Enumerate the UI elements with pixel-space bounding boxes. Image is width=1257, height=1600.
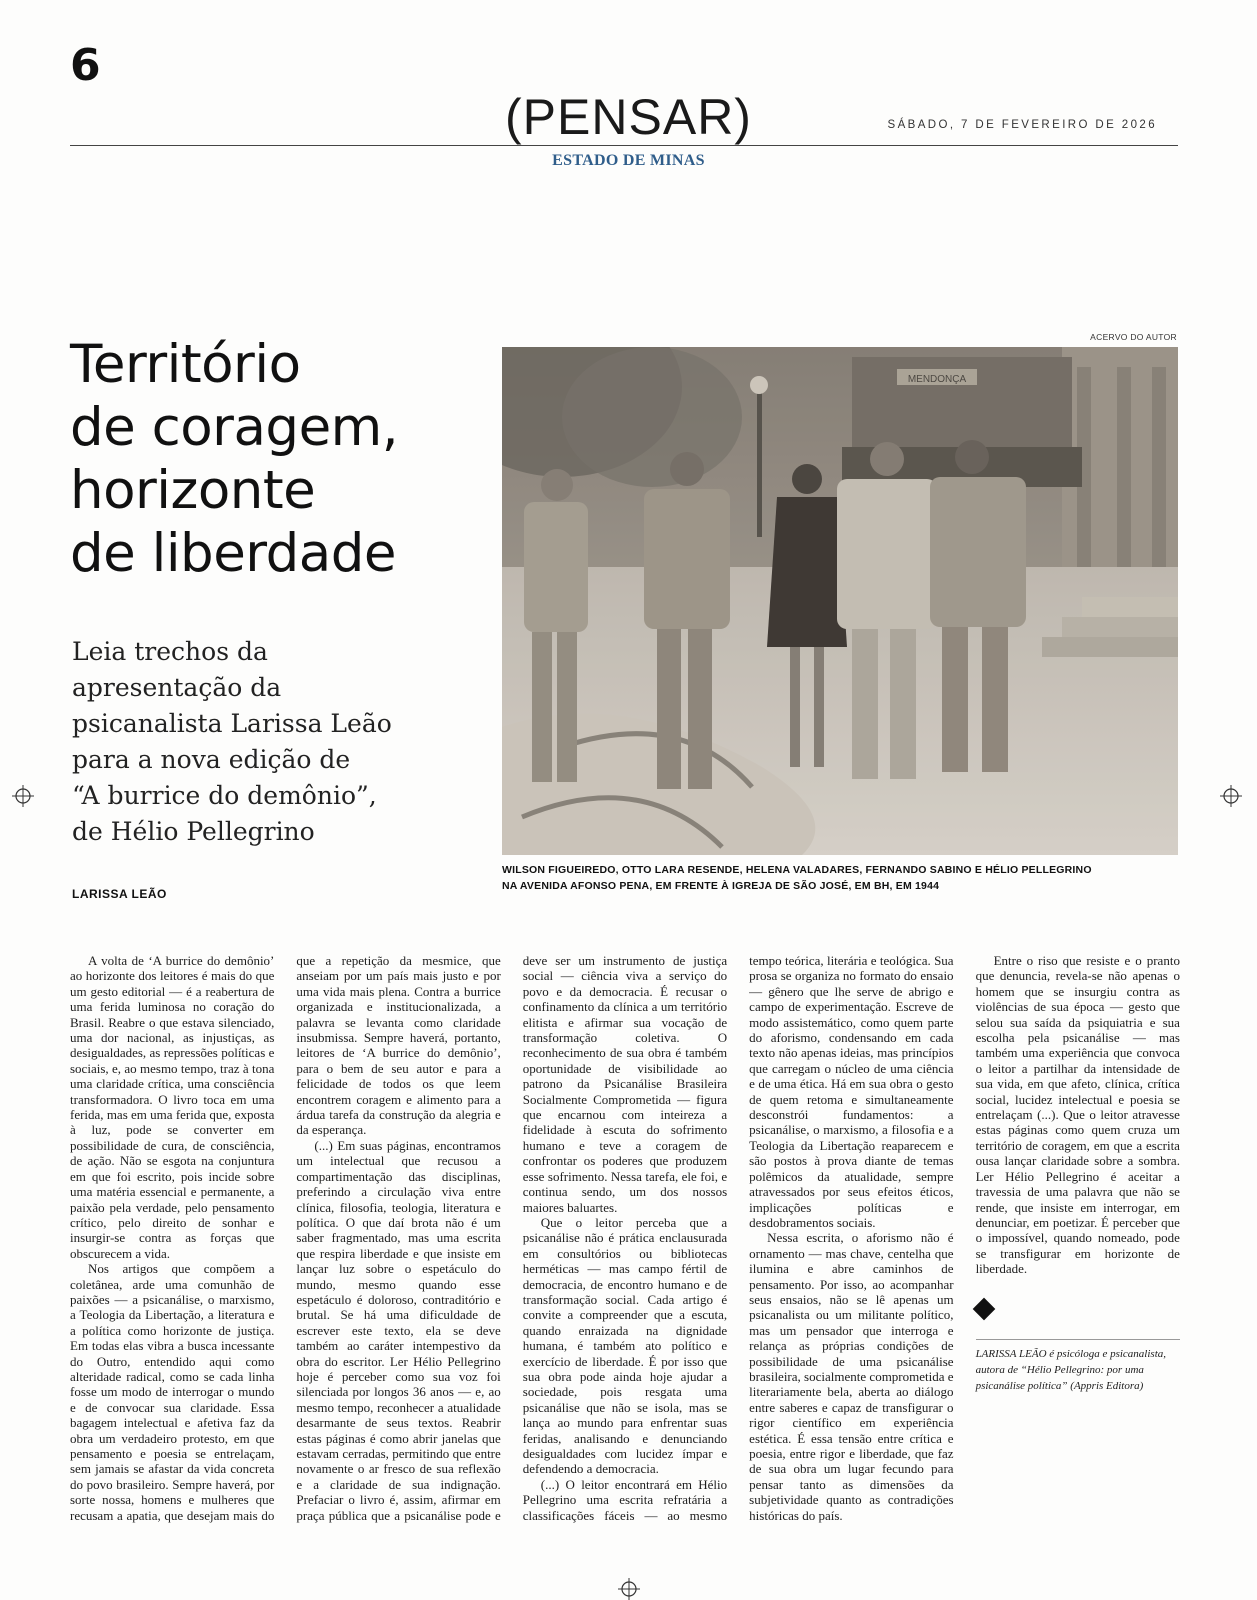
caption-line: NA AVENIDA AFONSO PENA, EM FRENTE À IGREJA DE SÃO JOSÉ, EM BH, EM 1944 xyxy=(502,880,940,892)
registration-mark-icon xyxy=(1220,785,1242,807)
body-paragraph: (...) Em suas páginas, encontramos um intelectual que recusou a compartimentação das disciplinas, preferindo a circulação viva entre clínica, filosofia, teologia, literatura e política. O que daí brota não é um saber fragmentado, mas uma escrita que respira liberdade e que insiste em lançar luz sobre o espetáculo do mundo, mesmo quando esse espetáculo é doloroso, contraditório e brutal. Se há uma dificuldade de escrever este texto, ela se deve também ao caráter intempestivo da obra do escritor. Ler Hélio Pellegrino hoje é perceber como sua voz foi silenciada por longos 36 anos — e, ao mesmo tempo, reconhecer a atualidade desarmante de seus textos. Reabrir estas páginas é como abrir janelas que estavam cerradas, permitindo que entre novamente o ar fresco de sua reflexão e a claridade de sua indignação. Prefaciar o livro é, assim, afirmar em praça pública que a psicanálise pode e deve ser um instrumento de justiça social — ciência viva a serviço do povo e da democracia. É recusar o confinamento da clínica a um território elitista e afirmar sua vocação de transformação coletiva. O reconhecimento de sua obra é também oportunidade de visibilidade ao patrono da Psicanálise Brasileira Socialmente Comprometida — figura que encarnou com inteireza a fidelidade à escuta do sofrimento humano e teve a coragem de confrontar os poderes que produzem esse sofrimento. Nessa tarefa, ele foi, e continua sendo, um dos nossos maiores baluartes. xyxy=(296,953,728,1523)
body-paragraph: Que o leitor perceba que a psicanálise não é prática enclausurada em consultórios ou bibliotecas herméticas — mas campo fértil de democracia, de encontro humano e de transformação social. Cada artigo é convite a compreender que a escuta, quando enraizada na dignidade humana, é também ato político e exercício de liberdade. É por isso que sua obra pode ainda hoje ajudar a sociedade, pois resgata uma psicanálise que não se isola, mas se lança ao mundo para enfrentar suas feridas, analisando e denunciando desigualdades com lucidez ímpar e defendendo a democracia. xyxy=(522,1214,728,1477)
deck-line: Leia trechos da xyxy=(72,637,268,666)
body-paragraph: Nos artigos que compõem a coletânea, arde uma comunhão de paixões — a psicanálise, o marxismo, a Teologia da Libertação, a literatura e a política como horizonte de justiça. Em todas elas vibra a busca incessante do Outro, entendido aqui como alteridade radical, como se cada linha fosse um modo de interrogar o mundo e de convocar sua claridade. Essa bagagem intelectual e afetiva faz da obra um verdadeiro protesto, em que pensamento e poesia se entrelaçam, sem jamais se afastar da vida concreta do povo brasileiro. Sempre haverá, por sorte nossa, homens e mulheres que recusam a apatia, que desejam mais do que a repetição da mesmice, que anseiam por um país mais justo e por uma vida mais plena. Contra a burrice organizada e institucionalizada, a palavra se levanta como claridade insubmissa. Sempre haverá, portanto, leitores de ‘A burrice do demônio’, para o bem de seu autor e para a felicidade de todos os que leem encontrem coragem e alimento para a árdua tarefa da construção da alegria e da esperança. xyxy=(70,953,501,1523)
headline-line: horizonte xyxy=(70,460,316,521)
shop-sign: MENDONÇA xyxy=(907,374,967,385)
headline-line: de liberdade xyxy=(70,523,397,584)
headline xyxy=(70,333,490,585)
photo-illustration xyxy=(502,347,1178,855)
deck-line: para a nova edição de xyxy=(72,745,351,774)
photo-credit: ACERVO DO AUTOR xyxy=(1090,332,1177,342)
issue-date: SÁBADO, 7 DE FEVEREIRO DE 2026 xyxy=(887,119,1157,131)
author-bio: LARISSA LEÃO é psicóloga e psicanalista, autora de “Hélio Pellegrino: por uma psicanálise política” (Appris Editora) xyxy=(976,1339,1180,1394)
deck-line: psicanalista Larissa Leão xyxy=(72,709,392,738)
headline-line: Território xyxy=(70,334,301,395)
body-paragraph: Entre o riso que resiste e o pranto que denuncia, revela-se não apenas o homem que se insurgiu contra as violências de sua época — gesto que selou sua saída da psiquiatria e sua escolha pela psicanálise — mas também uma experiência que convoca o leitor a partilhar da intensidade de sua vida, em que afeto, clínica, crítica social, lucidez intelectual e poesia se entrelaçam (...). Que o leitor atravesse estas páginas como quem cruza um território de coragem, em que a escrita ousa lançar claridade sobre a sombra. Ler Hélio Pellegrino é aceitar a travessia de uma palavra que não se rende, que insiste em interrogar, em denunciar, em poetizar. É perceber que o impossível, quando nomeado, pode se transfigurar em horizonte de liberdade. xyxy=(975,953,1180,1277)
registration-mark-icon xyxy=(12,785,34,807)
registration-mark-icon xyxy=(618,1578,640,1600)
deck-subtitle xyxy=(72,634,472,850)
historic-photo xyxy=(502,347,1178,855)
article-body xyxy=(70,953,1180,1533)
body-paragraph: Nessa escrita, o aforismo não é ornamento — mas chave, centelha que ilumina e abre caminhos de pensamento. Por isso, ao acompanhar seus ensaios, não se lê apenas um psicanalista ou um militante político, mas um pensador que interroga e relança as próprias condições de possibilidade de uma psicanálise brasileira, socialmente comprometida e literariamente bela, aberta ao diálogo entre saberes e capaz de transfigurar o rigor científico em experiência estética. É essa tensão entre crítica e poesia, entre rigor e liberdade, que faz de sua obra um lugar fecundo para pensar tanto as dimensões da subjetividade quanto as contradições históricas do país. xyxy=(749,1230,954,1523)
caption-line: WILSON FIGUEIREDO, OTTO LARA RESENDE, HELENA VALADARES, FERNANDO SABINO E HÉLIO PELLEGRINO xyxy=(502,864,1092,876)
headline-line: de coragem, xyxy=(70,397,399,458)
photo-caption xyxy=(502,862,1178,894)
deck-line: de Hélio Pellegrino xyxy=(72,817,315,846)
brand-logo: ESTADO DE MINAS xyxy=(552,152,705,169)
byline: LARISSA LEÃO xyxy=(72,887,167,901)
body-paragraph: (...) O leitor encontrará em Hélio Pellegrino uma escrita refratária a classificações fáceis — ao mesmo tempo teórica, literária e teológica. Sua prosa se organiza no formato do ensaio — gênero que lhe serve de abrigo e campo de experimentação. Escreve de modo assistemático, como quem parte do aforismo, condensando em cada texto não apenas ideias, mas princípios que carregam o núcleo de uma ciência e de uma ética. Há em sua obra o gesto de quem retoma e simultaneamente desconstrói fundamentos: a psicanálise, o marxismo, a filosofia e a Teologia da Libertação reaparecem e são postos à prova diante de temas polêmicos da atualidade, sempre atravessados por seus efeitos éticos, implicações políticas e desdobramentos sociais. xyxy=(522,953,954,1523)
body-paragraph: A volta de ‘A burrice do demônio’ ao horizonte dos leitores é mais do que um gesto editorial — é a reabertura de uma ferida luminosa no coração do Brasil. Reabre o que estava silenciado, uma dor nacional, as injustiças, as desigualdades, as repressões políticas e sociais, e, ao mesmo tempo, traz à tona uma claridade crítica, uma consciência transformadora. O livro toca em uma ferida, mas em uma ferida que, exposta à luz, pode se converter em possibilidade de cura, de consciência, de ação. Não se esgota na conjuntura em que foi escrito, pois incide sobre uma matéria essencial e permanente, a paixão pela verdade, pelo pensamento crítico, pelo direito de sonhar e insurgir-se contra as forças que obscurecem a vida. xyxy=(70,953,275,1261)
end-diamond-icon xyxy=(972,1297,995,1320)
section-title: (PENSAR) xyxy=(505,89,752,145)
masthead-rule xyxy=(70,145,1178,146)
deck-line: “A burrice do demônio”, xyxy=(72,781,377,810)
page-number: 6 xyxy=(70,40,101,91)
deck-line: apresentação da xyxy=(72,673,282,702)
